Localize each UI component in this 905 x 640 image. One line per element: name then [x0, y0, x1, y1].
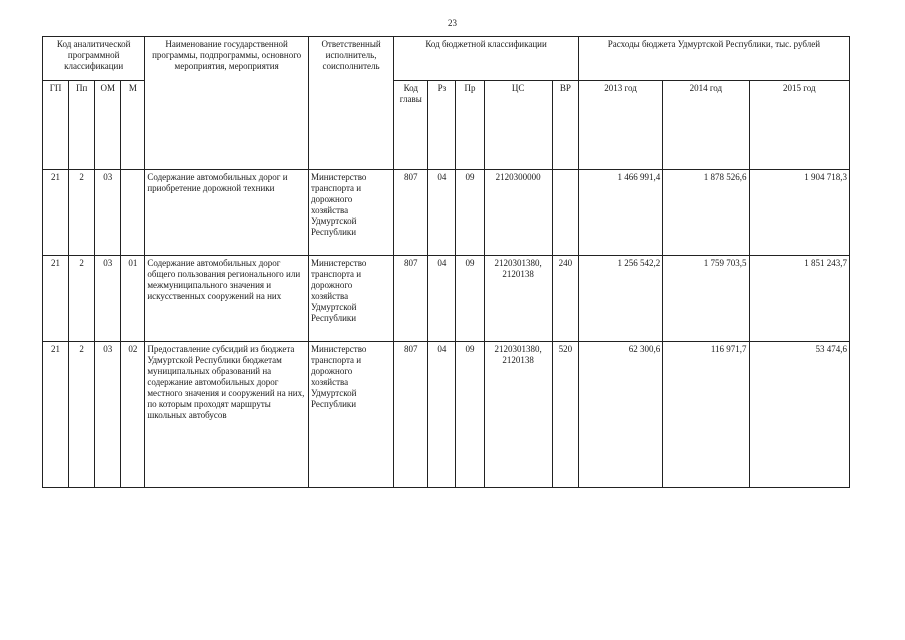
year-2013-cell: 1 256 542,2: [578, 256, 662, 342]
pr-cell: 09: [456, 342, 484, 488]
year-2014-header: 2014 год: [663, 81, 749, 170]
m-cell: 02: [121, 342, 145, 488]
vr-cell: 520: [552, 342, 578, 488]
rz-header: Рз: [428, 81, 456, 170]
kod-glavy-cell: 807: [394, 256, 428, 342]
year-2015-header: 2015 год: [749, 81, 849, 170]
year-2013-cell: 1 466 991,4: [578, 170, 662, 256]
pr-cell: 09: [456, 256, 484, 342]
year-2015-cell: 1 904 718,3: [749, 170, 849, 256]
year-2014-cell: 1 759 703,5: [663, 256, 749, 342]
gp-cell: 21: [43, 256, 69, 342]
gp-cell: 21: [43, 170, 69, 256]
page-number: 23: [448, 18, 457, 28]
year-2015-cell: 53 474,6: [749, 342, 849, 488]
responsible-cell: Министерство транспорта и дорожного хозяйства Удмуртской Республики: [308, 256, 393, 342]
rz-cell: 04: [428, 256, 456, 342]
om-header: ОМ: [95, 81, 121, 170]
cs-cell: 2120301380, 2120138: [484, 342, 552, 488]
table-row: [43, 342, 850, 488]
om-cell: 03: [95, 256, 121, 342]
kod-glavy-cell: 807: [394, 170, 428, 256]
m-header: М: [121, 81, 145, 170]
responsible-cell: Министерство транспорта и дорожного хозяйства Удмуртской Республики: [308, 342, 393, 488]
gp-cell: 21: [43, 342, 69, 488]
year-2015-cell: 1 851 243,7: [749, 256, 849, 342]
name-cell: Содержание автомобильных дорог и приобретение дорожной техники: [145, 170, 309, 256]
m-cell: [121, 170, 145, 256]
analytic-code-header: Код аналитической программной классификации: [43, 37, 145, 81]
m-cell: 01: [121, 256, 145, 342]
pr-header: Пр: [456, 81, 484, 170]
table-row: [43, 170, 850, 256]
responsible-cell: Министерство транспорта и дорожного хозяйства Удмуртской Республики: [308, 170, 393, 256]
vr-cell: 240: [552, 256, 578, 342]
vr-header: ВР: [552, 81, 578, 170]
year-2014-cell: 1 878 526,6: [663, 170, 749, 256]
name-cell: Предоставление субсидий из бюджета Удмуртской Республики бюджетам муниципальных образований на содержание автомобильных дорог местного значения и сооружений на них, по которым проходят маршруты школьных автобусов: [145, 342, 309, 488]
kod-glavy-cell: 807: [394, 342, 428, 488]
budget-code-header: Код бюджетной классификации: [394, 37, 579, 81]
year-2013-cell: 62 300,6: [578, 342, 662, 488]
table-row: [43, 256, 850, 342]
budget-table: [42, 36, 850, 488]
pp-header: Пп: [69, 81, 95, 170]
header-row-1: [43, 37, 850, 81]
om-cell: 03: [95, 170, 121, 256]
cs-header: ЦС: [484, 81, 552, 170]
pp-cell: 2: [69, 256, 95, 342]
rz-cell: 04: [428, 170, 456, 256]
responsible-header: Ответственный исполнитель, соисполнитель: [308, 37, 393, 170]
pp-cell: 2: [69, 170, 95, 256]
kod-glavy-header: Код главы: [394, 81, 428, 170]
pr-cell: 09: [456, 170, 484, 256]
vr-cell: [552, 170, 578, 256]
name-cell: Содержание автомобильных дорог общего пользования регионального или межмуниципального значения и искусственных сооружений на них: [145, 256, 309, 342]
year-2013-header: 2013 год: [578, 81, 662, 170]
rz-cell: 04: [428, 342, 456, 488]
cs-cell: 2120300000: [484, 170, 552, 256]
expenses-header: Расходы бюджета Удмуртской Республики, тыс. рублей: [578, 37, 849, 81]
om-cell: 03: [95, 342, 121, 488]
pp-cell: 2: [69, 342, 95, 488]
name-header: Наименование государственной программы, подпрограммы, основного мероприятия, мероприятия: [145, 37, 309, 170]
cs-cell: 2120301380, 2120138: [484, 256, 552, 342]
year-2014-cell: 116 971,7: [663, 342, 749, 488]
gp-header: ГП: [43, 81, 69, 170]
